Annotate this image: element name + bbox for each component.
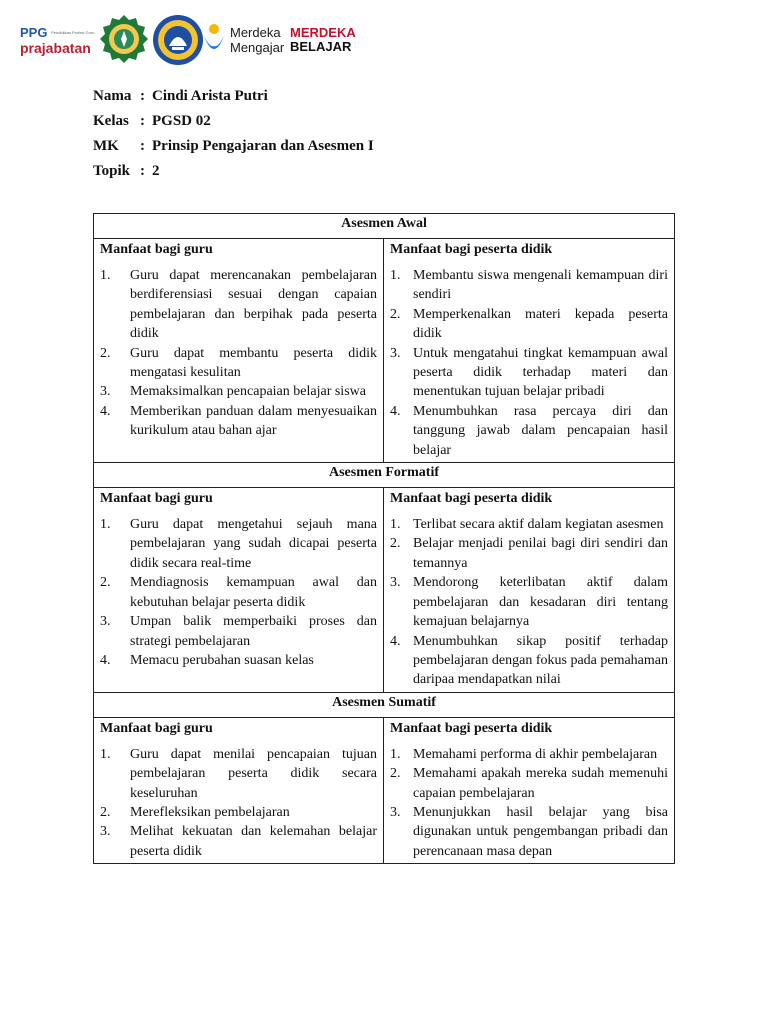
column-title: Manfaat bagi guru — [100, 491, 213, 507]
benefit-list — [390, 266, 668, 460]
identity-separator: : — [140, 113, 145, 129]
list-item: 1. Terlibat secara aktif dalam kegiatan asesmen — [390, 515, 668, 534]
merdeka-belajar-line1: MERDEKA — [290, 25, 356, 40]
identity-value: Cindi Arista Putri — [152, 88, 268, 104]
list-item-text: Guru dapat mengetahui sejauh mana pembelajaran yang sudah dicapai peserta didik secara real-time — [130, 517, 377, 571]
list-item: 3. Memaksimalkan pencapaian belajar siswa — [100, 382, 377, 401]
list-item: 3. Mendorong keterlibatan aktif dalam pembelajaran dan kesadaran diri tentang kemajuan belajarnya — [390, 573, 668, 631]
list-item: 4. Menumbuhkan sikap positif terhadap pembelajaran dengan fokus pada pemahaman daripaa mendapatkan nilai — [390, 632, 668, 690]
list-item-text: Guru dapat menilai pencapaian tujuan pembelajaran peserta didik secara keseluruhan — [130, 746, 377, 801]
section-header-asesmen-formatif: Asesmen Formatif — [94, 463, 674, 488]
section-body-asesmen-formatif — [94, 488, 674, 693]
list-item: 2. Memahami apakah mereka sudah memenuhi capaian pembelajaran — [390, 764, 668, 803]
identity-row-mk — [93, 136, 374, 161]
identity-separator: : — [140, 88, 145, 104]
column-title: Manfaat bagi peserta didik — [390, 242, 553, 257]
list-item: 2. Merefleksikan pembelajaran — [100, 803, 377, 822]
list-item: 4. Memacu perubahan suasan kelas — [100, 651, 377, 670]
column-title: Manfaat bagi guru — [100, 720, 213, 736]
ppg-tagline: Pendidikan Profesi Guru — [51, 30, 95, 35]
list-item: 1. Membantu siswa mengenali kemampuan diri sendiri — [390, 266, 668, 305]
benefit-list — [390, 745, 668, 861]
list-item: 4. Memberikan panduan dalam menyesuaikan kurikulum atau bahan ajar — [100, 402, 377, 441]
ppg-title: PPG — [20, 25, 48, 40]
column-title: Manfaat bagi peserta didik — [390, 720, 553, 736]
identity-separator: : — [140, 138, 145, 154]
identity-label: MK — [93, 138, 119, 154]
list-item-text: Memahami performa di akhir pembelajaran — [413, 746, 658, 762]
teacher-benefits-column — [94, 239, 384, 462]
ppg-prajabatan-logo — [20, 26, 98, 68]
identity-row-kelas — [93, 111, 374, 136]
list-item: 3. Menunjukkan hasil belajar yang bisa digunakan untuk pengembangan pribadi dan perencanaan masa depan — [390, 803, 668, 861]
merdeka-belajar-line2: BELAJAR — [290, 39, 352, 54]
merdeka-mengajar-text — [230, 25, 284, 55]
list-item-text: Memahami apakah mereka sudah memenuhi capaian pembelajaran — [413, 766, 668, 801]
benefit-list — [390, 515, 668, 690]
list-item: 2. Guru dapat membantu peserta didik mengatasi kesulitan — [100, 344, 377, 383]
list-item-text: Menunjukkan hasil belajar yang bisa digunakan untuk pengembangan pribadi dan perencanaan masa depan — [413, 804, 668, 859]
section-header-asesmen-sumatif: Asesmen Sumatif — [94, 693, 674, 718]
list-item-text: Mendorong keterlibatan aktif dalam pembelajaran dan kesadaran diri tentang kemajuan belajarnya — [413, 575, 668, 630]
benefit-list — [100, 266, 377, 441]
assessment-table — [93, 213, 675, 864]
section-header-asesmen-awal: Asesmen Awal — [94, 214, 674, 239]
section-body-asesmen-awal — [94, 239, 674, 463]
identity-block — [93, 86, 374, 186]
merdeka-mengajar-line2: Mengajar — [230, 40, 285, 55]
merdeka-mengajar-icon — [202, 22, 226, 60]
list-item: 2. Mendiagnosis kemampuan awal dan kebutuhan belajar peserta didik — [100, 573, 377, 612]
list-item-text: Mendiagnosis kemampuan awal dan kebutuhan belajar peserta didik — [130, 575, 377, 610]
teacher-benefits-column — [94, 488, 384, 692]
benefit-list — [100, 745, 377, 861]
list-item: 2. Memperkenalkan materi kepada peserta didik — [390, 305, 668, 344]
identity-label: Topik — [93, 163, 130, 179]
list-item-text: Guru dapat membantu peserta didik mengatasi kesulitan — [130, 345, 377, 381]
list-item: 4. Menumbuhkan rasa percaya diri dan tanggung jawab dalam pencapaian hasil belajar — [390, 402, 668, 460]
list-item: 2. Belajar menjadi penilai bagi diri sendiri dan temannya — [390, 534, 668, 573]
ppg-subtitle: prajabatan — [20, 40, 91, 56]
identity-value: Prinsip Pengajaran dan Asesmen I — [152, 138, 374, 154]
column-title: Manfaat bagi guru — [100, 242, 213, 257]
list-item-text: Melihat kekuatan dan kelemahan belajar peserta didik — [130, 824, 377, 859]
merdeka-belajar-logo — [290, 26, 356, 54]
identity-separator: : — [140, 163, 145, 179]
list-item-text: Menumbuhkan sikap positif terhadap pembelajaran dengan fokus pada pemahaman daripaa mendapatkan nilai — [413, 633, 669, 688]
list-item: 3. Melihat kekuatan dan kelemahan belajar peserta didik — [100, 822, 377, 861]
list-item: 1. Guru dapat mengetahui sejauh mana pembelajaran yang sudah dicapai peserta didik secara real-time — [100, 515, 377, 573]
header-logos — [20, 10, 360, 72]
list-item-text: Menumbuhkan rasa percaya diri dan tanggung jawab dalam pencapaian hasil belajar — [413, 403, 668, 458]
list-item-text: Memacu perubahan suasan kelas — [130, 652, 314, 668]
list-item-text: Umpan balik memperbaiki proses dan strategi pembelajaran — [130, 614, 377, 649]
list-item-text: Memaksimalkan pencapaian belajar siswa — [130, 384, 366, 400]
benefit-list — [100, 515, 377, 670]
identity-label: Kelas — [93, 113, 129, 129]
student-benefits-column — [384, 239, 674, 462]
tut-wuri-handayani-icon — [152, 14, 204, 66]
identity-row-topik — [93, 161, 374, 186]
list-item: 1. Guru dapat menilai pencapaian tujuan pembelajaran peserta didik secara keseluruhan — [100, 745, 377, 803]
list-item: 3. Untuk mengatahui tingkat kemampuan awal peserta didik terhadap materi dan menentukan tujuan belajar pribadi — [390, 344, 668, 402]
list-item-text: Guru dapat merencanakan pembelajaran berdiferensiasi sesuai dengan capaian pembelajaran dan berpihak pada peserta didik — [130, 268, 377, 342]
list-item-text: Membantu siswa mengenali kemampuan diri sendiri — [413, 268, 668, 303]
merdeka-mengajar-line1: Merdeka — [230, 25, 281, 40]
kemenag-emblem-icon — [100, 14, 148, 64]
list-item-text: Memberikan panduan dalam menyesuaikan kurikulum atau bahan ajar — [130, 403, 377, 439]
student-benefits-column — [384, 488, 674, 692]
list-item-text: Terlibat secara aktif dalam kegiatan asesmen — [413, 517, 664, 533]
list-item: 3. Umpan balik memperbaiki proses dan strategi pembelajaran — [100, 612, 377, 651]
student-benefits-column — [384, 718, 674, 863]
list-item: 1. Guru dapat merencanakan pembelajaran berdiferensiasi sesuai dengan capaian pembelajaran dan berpihak pada peserta didik — [100, 266, 377, 344]
list-item-text: Untuk mengatahui tingkat kemampuan awal peserta didik terhadap materi dan menentukan tujuan belajar pribadi — [413, 345, 668, 400]
identity-label: Nama — [93, 88, 132, 104]
list-item: 1. Memahami performa di akhir pembelajaran — [390, 745, 668, 764]
identity-value: 2 — [152, 163, 160, 179]
column-title: Manfaat bagi peserta didik — [390, 491, 553, 507]
identity-value: PGSD 02 — [152, 113, 211, 129]
list-item-text: Merefleksikan pembelajaran — [130, 804, 290, 820]
section-body-asesmen-sumatif — [94, 718, 674, 863]
identity-row-nama — [93, 86, 374, 111]
list-item-text: Memperkenalkan materi kepada peserta didik — [413, 306, 668, 342]
teacher-benefits-column — [94, 718, 384, 863]
list-item-text: Belajar menjadi penilai bagi diri sendiri dan temannya — [413, 536, 668, 571]
